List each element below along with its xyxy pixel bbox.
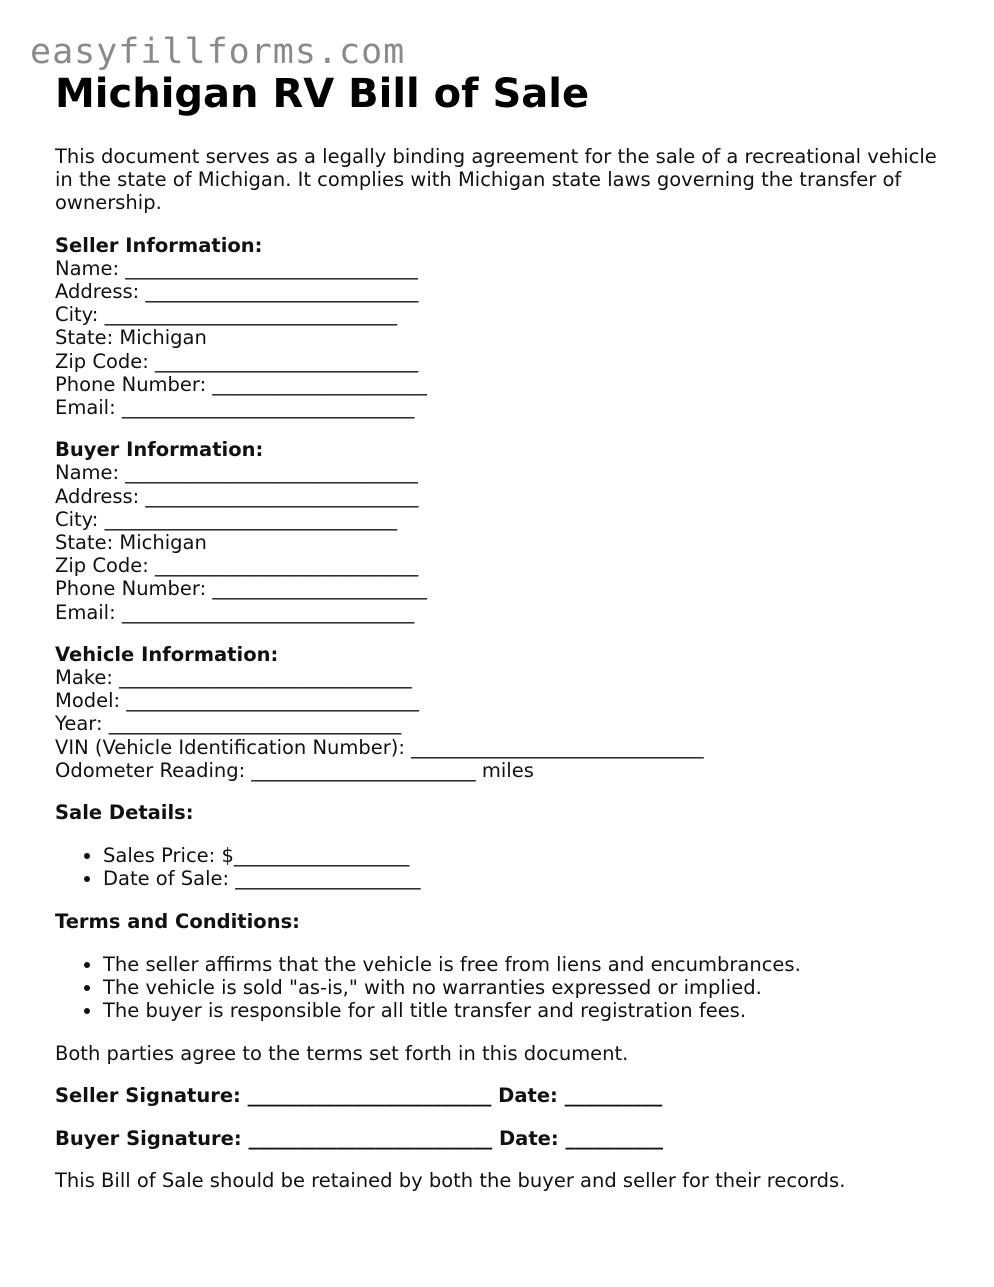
seller-section [55, 234, 955, 420]
vehicle-year-field[interactable]: Year: ______________________________ [55, 712, 402, 736]
buyer-address-field[interactable]: Address: ____________________________ [55, 484, 419, 508]
buyer-city-field[interactable]: City: ______________________________ [55, 507, 398, 531]
sale-list [55, 844, 955, 890]
terms-item: • The seller affirms that the vehicle is free from liens and encumbrances. [103, 953, 955, 976]
agreement-text: Both parties agree to the terms set forth in this document. [55, 1041, 629, 1065]
vehicle-section [55, 643, 955, 782]
vehicle-make-field[interactable]: Make: ______________________________ [55, 666, 412, 690]
seller-city-field[interactable]: City: ______________________________ [55, 303, 398, 327]
seller-name-field[interactable]: Name: ______________________________ [55, 256, 418, 280]
watermark: easyfillforms.com [30, 32, 406, 72]
vehicle-heading: Vehicle Information: [55, 642, 279, 666]
page-title: Michigan RV Bill of Sale [55, 71, 590, 117]
sale-section [55, 801, 955, 891]
seller-signature-line[interactable]: Seller Signature: _________________________ Date: __________ [55, 1083, 663, 1107]
terms-heading: Terms and Conditions: [55, 909, 300, 933]
intro-paragraph: This document serves as a legally binding agreement for the sale of a recreational vehicle in the state of Michigan. It complies with Michigan state laws governing the transfer of ownership. [55, 145, 937, 215]
seller-address-field[interactable]: Address: ____________________________ [55, 280, 419, 304]
terms-item: • The buyer is responsible for all title transfer and registration fees. [103, 999, 955, 1022]
buyer-name-field[interactable]: Name: ______________________________ [55, 461, 418, 485]
document-page [55, 70, 955, 1192]
seller-email-field[interactable]: Email: ______________________________ [55, 396, 415, 420]
buyer-zip-field[interactable]: Zip Code: ___________________________ [55, 554, 419, 578]
vehicle-vin-field[interactable]: VIN (Vehicle Identification Number): ______________________________ [55, 735, 704, 759]
sale-price-field[interactable]: • Sales Price: $__________________ [103, 844, 955, 867]
buyer-section [55, 438, 955, 624]
buyer-email-field[interactable]: Email: ______________________________ [55, 600, 415, 624]
seller-zip-field[interactable]: Zip Code: ___________________________ [55, 349, 419, 373]
seller-state-field: State: Michigan [55, 326, 207, 350]
buyer-heading: Buyer Information: [55, 438, 264, 462]
terms-item: • The vehicle is sold "as-is," with no warranties expressed or implied. [103, 976, 955, 999]
terms-list [55, 953, 955, 1023]
vehicle-odometer-field[interactable]: Odometer Reading: _______________________ miles [55, 758, 534, 782]
sale-date-field[interactable]: • Date of Sale: ___________________ [103, 867, 955, 890]
buyer-signature-line[interactable]: Buyer Signature: _________________________ Date: __________ [55, 1126, 663, 1150]
footer-text: This Bill of Sale should be retained by both the buyer and seller for their records. [55, 1169, 846, 1193]
buyer-phone-field[interactable]: Phone Number: ______________________ [55, 577, 427, 601]
seller-phone-field[interactable]: Phone Number: ______________________ [55, 372, 427, 396]
sale-heading: Sale Details: [55, 801, 194, 825]
buyer-state-field: State: Michigan [55, 531, 207, 555]
terms-section [55, 910, 955, 1023]
vehicle-model-field[interactable]: Model: ______________________________ [55, 689, 419, 713]
seller-heading: Seller Information: [55, 233, 263, 257]
